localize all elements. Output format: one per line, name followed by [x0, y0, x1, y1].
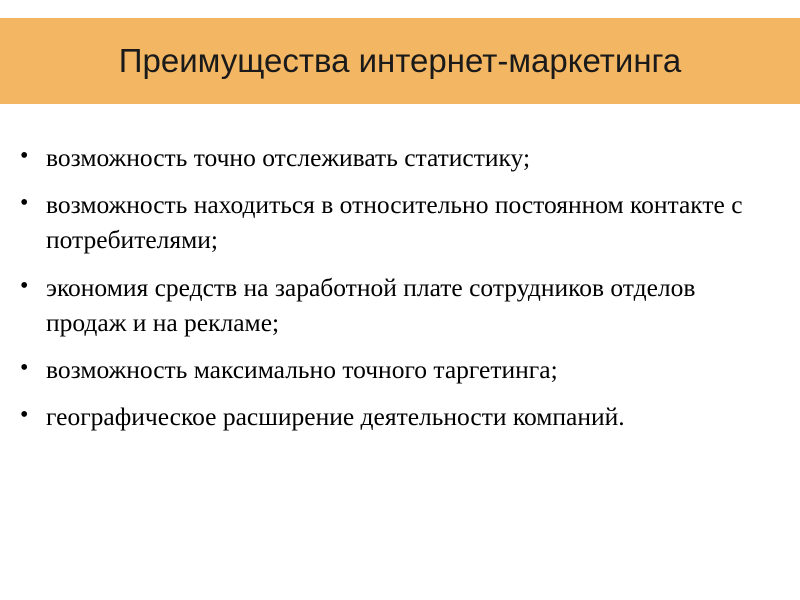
- list-item: • экономия средств на заработной плате сотрудников отделов продаж и на рекламе;: [16, 270, 746, 340]
- bullet-list: [0, 140, 800, 446]
- title-banner: [0, 18, 800, 104]
- list-item: • возможность находиться в относительно постоянном контакте с потребителями;: [16, 187, 746, 257]
- list-item: • возможность максимально точного таргетинга;: [16, 352, 746, 387]
- page-title: Преимущества интернет-маркетинга: [118, 42, 682, 79]
- list-item: • возможность точно отслеживать статистику;: [16, 140, 746, 175]
- list-item: • географическое расширение деятельности компаний.: [16, 399, 746, 434]
